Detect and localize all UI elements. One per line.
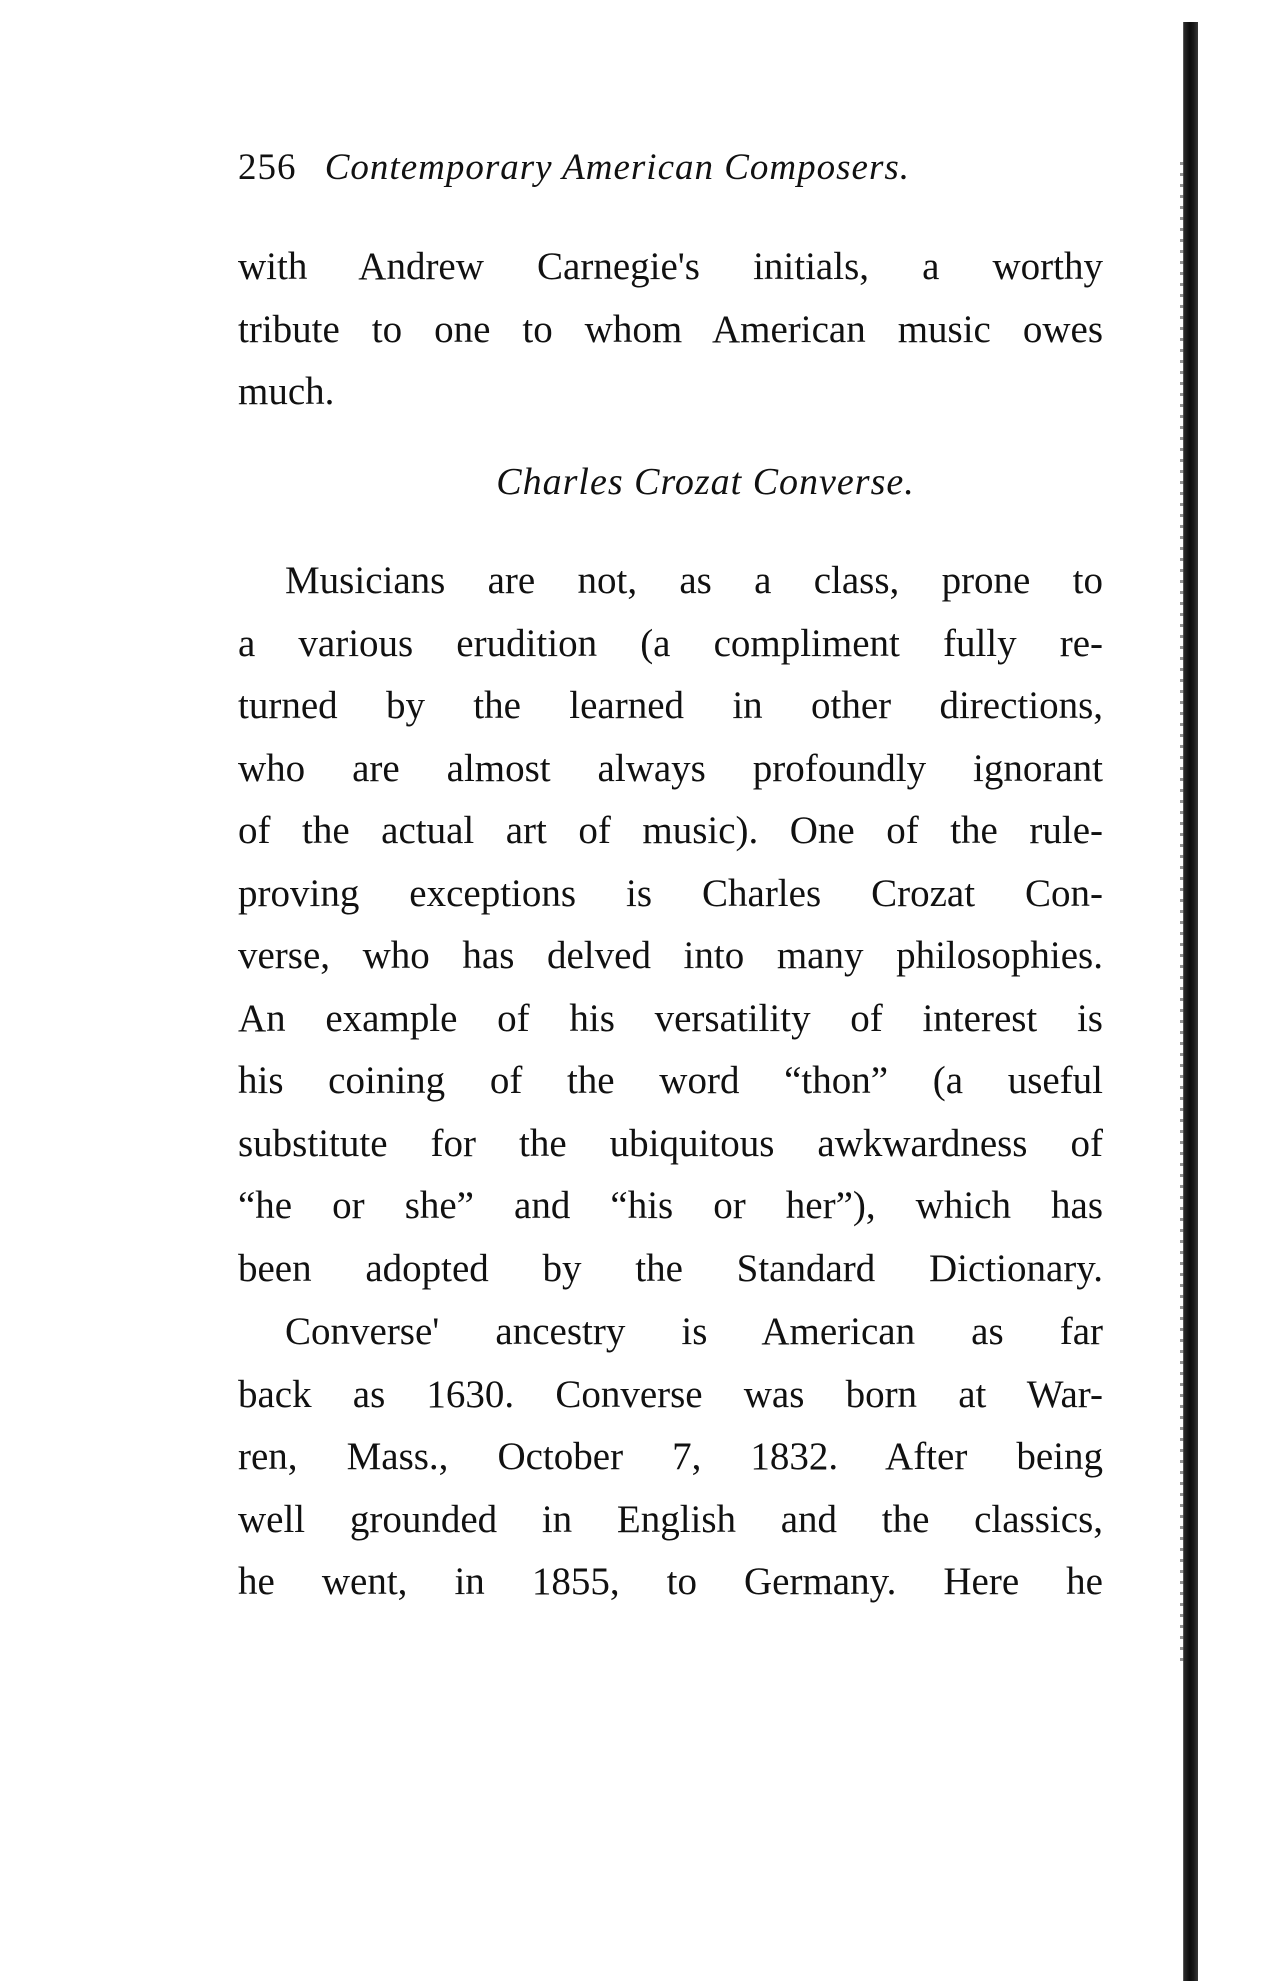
text-line: with Andrew Carnegie's initials, a worthy [238, 245, 1103, 288]
text-line: been adopted by the Standard Dictionary. [238, 1246, 1103, 1290]
text-line: back as 1630. Converse was born at War- [238, 1372, 1103, 1416]
running-header [238, 146, 910, 189]
paragraph-musicians [238, 550, 1103, 1300]
text-line: Musicians are not, as a class, prone to [285, 559, 1103, 602]
text-line: his coining of the word “thon” (a useful [238, 1059, 1103, 1102]
text-line: substitute for the ubiquitous awkwardness of [238, 1121, 1103, 1165]
page-number: 256 [238, 147, 297, 188]
text-line: An example of his versatility of interest is [238, 996, 1103, 1040]
text-line: tribute to one to whom American music owes [238, 307, 1103, 351]
text-line: well grounded in English and the classics, [238, 1497, 1103, 1541]
text-line: who are almost always profoundly ignorant [238, 746, 1103, 790]
text-line: proving exceptions is Charles Crozat Con- [238, 871, 1103, 915]
text-line: verse, who has delved into many philosophies. [238, 934, 1103, 977]
continuation-paragraph [238, 236, 1103, 424]
page-binding-edge [1183, 22, 1198, 1981]
section-title: Charles Crozat Converse. [496, 461, 915, 503]
running-title: Contemporary American Composers. [324, 147, 911, 188]
text-line: a various erudition (a compliment fully re- [238, 621, 1103, 665]
text-line: of the actual art of music). One of the rule- [238, 809, 1103, 852]
text-line: “he or she” and “his or her”), which has [238, 1184, 1103, 1227]
text-line: he went, in 1855, to Germany. Here he [238, 1560, 1103, 1603]
paragraph-ancestry [238, 1301, 1103, 1614]
text-line: ren, Mass., October 7, 1832. After being [238, 1435, 1103, 1478]
text-line: turned by the learned in other directions, [238, 684, 1103, 727]
text-line: much. [238, 370, 335, 413]
text-line: Converse' ancestry is American as far [285, 1310, 1103, 1353]
